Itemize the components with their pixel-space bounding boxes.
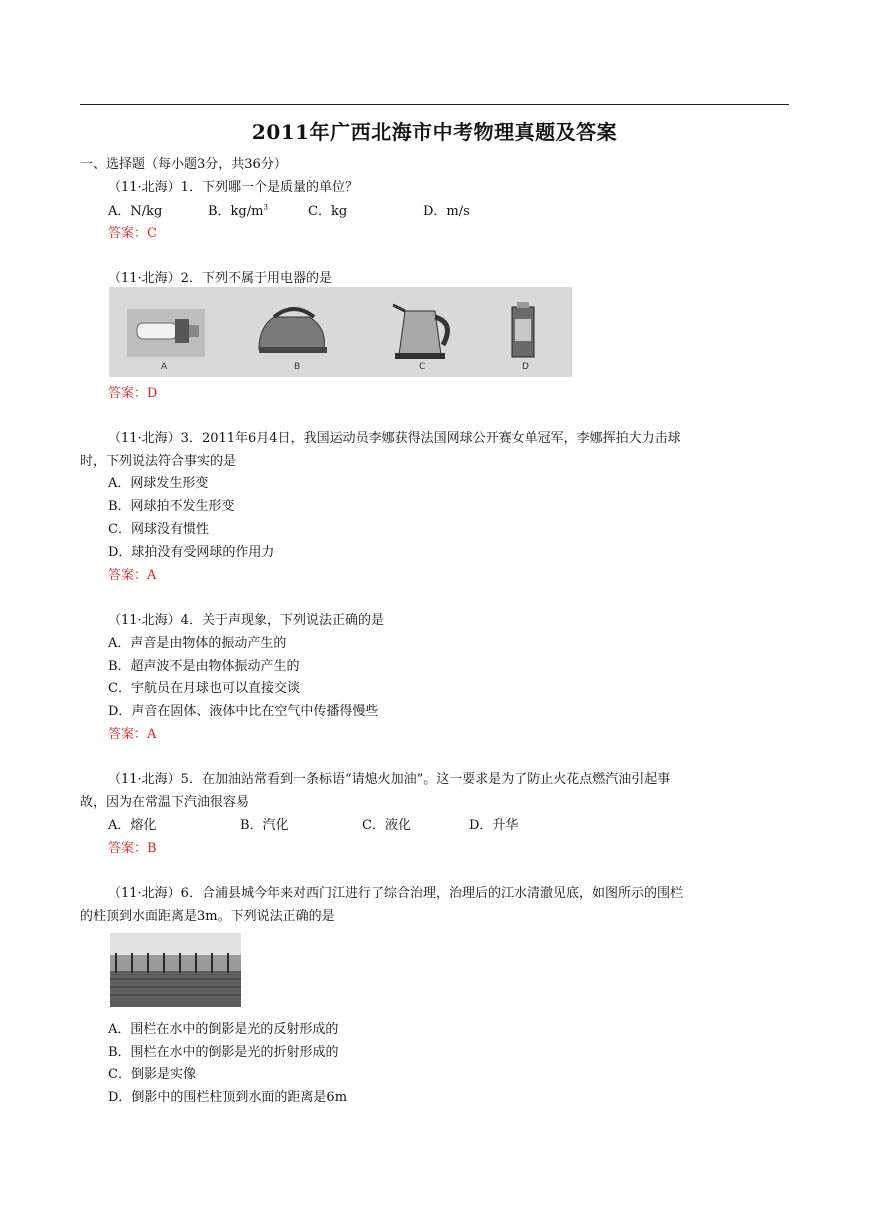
q4-option-b: B．超声波不是由物体振动产生的 (108, 659, 300, 674)
appliances-image (109, 287, 572, 377)
q1-stem: （11·北海）1．下列哪一个是质量的单位？ (108, 180, 358, 195)
q3-option-a: A．网球发生形变 (108, 476, 209, 491)
page-title: 2011年广西北海市中考物理真题及答案 (251, 120, 618, 144)
q2-caption-d: D (522, 362, 529, 372)
q4-stem: （11·北海）4．关于声现象，下列说法正确的是 (108, 613, 384, 628)
q6-stem-line1: （11·北海）6．合浦县城今年来对西门江进行了综合治理，治理后的江水清澈见底，如图所示的围栏 (108, 886, 683, 901)
q6-option-d: D．倒影中的围栏柱顶到水面的距离是6m (108, 1090, 348, 1105)
q5-option-b: B．汽化 (240, 818, 289, 833)
q4-option-c: C．宇航员在月球也可以直接交谈 (108, 681, 300, 696)
q1-option-d: D．m/s (423, 204, 470, 219)
appliances-illustration (109, 287, 572, 377)
header-rule (80, 104, 789, 105)
q1-option-c: C．kg (308, 204, 348, 219)
q5-option-a: A．熔化 (108, 818, 157, 833)
q1-options (108, 200, 470, 219)
q6-stem-line2: 的柱顶到水面距离是3m。下列说法正确的是 (80, 909, 335, 924)
q4-option-d: D．声音在固体、液体中比在空气中传播得慢些 (108, 704, 379, 719)
q6-option-a: A．围栏在水中的倒影是光的反射形成的 (108, 1022, 339, 1037)
q1-answer: 答案：C (108, 226, 157, 241)
q5-answer: 答案：B (108, 841, 157, 856)
q5-options (108, 814, 518, 833)
q5-stem-line1: （11·北海）5．在加油站常看到一条标语“请熄火加油”。这一要求是为了防止火花点燃汽油引起事 (108, 772, 671, 787)
q4-option-a: A．声音是由物体的振动产生的 (108, 636, 287, 651)
fence-image (110, 933, 241, 1007)
q3-option-b: B．网球拍不发生形变 (108, 499, 235, 514)
q2-caption-a: A (161, 362, 168, 372)
q4-answer: 答案：A (108, 727, 157, 742)
q5-option-d: D．升华 (469, 818, 519, 833)
section-heading: 一、选择题（每小题3分，共36分） (80, 157, 287, 172)
q6-option-c: C．倒影是实像 (108, 1067, 196, 1082)
q6-option-b: B．围栏在水中的倒影是光的折射形成的 (108, 1045, 339, 1060)
q2-caption-b: B (294, 362, 301, 372)
q5-option-c: C．液化 (362, 818, 411, 833)
fence-illustration (110, 933, 241, 1007)
q3-answer: 答案：A (108, 568, 157, 583)
battery-icon (512, 302, 534, 357)
q1-option-b (208, 200, 308, 219)
q1-option-b-text: B．kg/m (208, 204, 264, 219)
q3-stem-line2: 时，下列说法符合事实的是 (80, 454, 237, 469)
q3-option-d: D．球拍没有受网球的作用力 (108, 545, 275, 560)
q2-stem: （11·北海）2．下列不属于用电器的是 (108, 271, 332, 286)
q5-stem-line2: 故，因为在常温下汽油很容易 (80, 795, 250, 810)
q3-stem-line1: （11·北海）3．2011年6月4日，我国运动员李娜获得法国网球公开赛女单冠军，李娜挥拍大力击球 (108, 431, 681, 446)
q1-option-b-sup: 3 (263, 203, 268, 212)
q2-caption-c: C (419, 362, 426, 372)
q2-answer: 答案：D (108, 386, 158, 401)
q3-option-c: C．网球没有惯性 (108, 522, 209, 537)
q1-option-a: A．N/kg (108, 204, 163, 219)
lamp-icon (127, 309, 205, 357)
